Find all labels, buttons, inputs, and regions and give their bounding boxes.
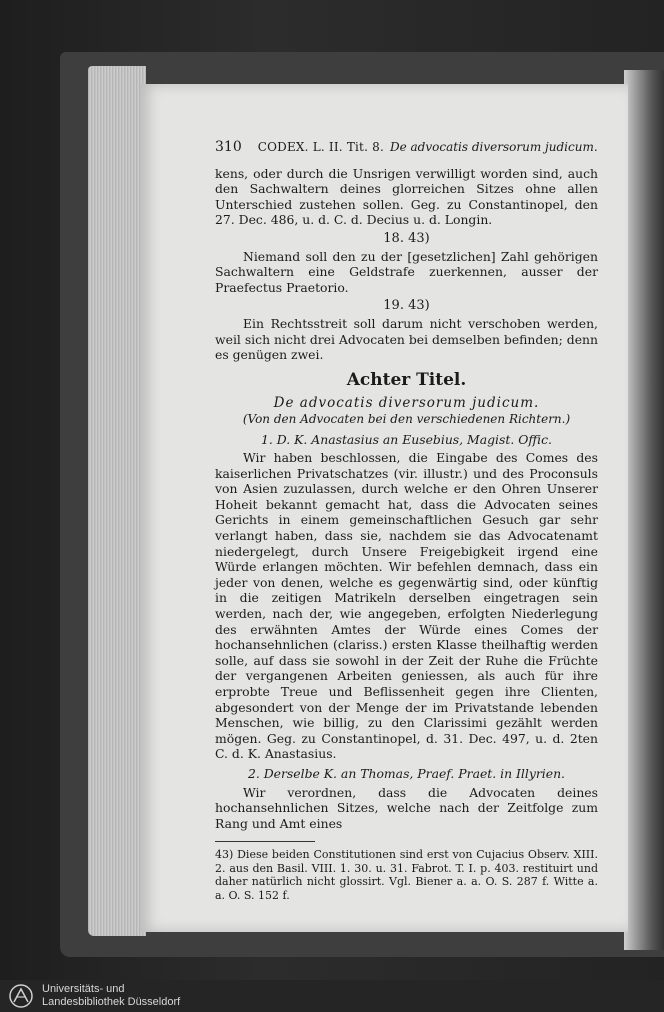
- footnote-43: 43) Diese beiden Constitutionen sind erst von Cujacius Observ. XIII. 2. aus den Basil. VIII. 1. 30. u. 31. Fabrot. T. I. p. 403. restituirt und daher natürlich nicht glossirt. Vgl. Biener a. a. O. S. 287 f. Witte a. a. O. S. 152 f.: [215, 848, 598, 902]
- section-2-heading: 2. Derselbe K. an Thomas, Praef. Praet. in Illyrien.: [247, 765, 565, 781]
- page-stack: [88, 66, 146, 936]
- book-right-edge: [624, 70, 664, 950]
- law-18-number: 18. 43): [383, 230, 430, 246]
- section-2-text: Wir verordnen, dass die Advocaten deines hochansehnlichen Sitzes, welche nach der Zeitfolge zum Rang und Amt eines: [215, 784, 598, 831]
- book-page: [140, 84, 628, 932]
- ulb-logo-icon: [6, 983, 36, 1009]
- law-19-text: Ein Rechtsstreit soll darum nicht verschoben werden, weil sich nicht drei Advocaten bei demselben befinden; denn es genügen zwei.: [215, 315, 598, 363]
- library-footer: [0, 980, 664, 1012]
- footnote-divider: [215, 841, 315, 842]
- continuation-paragraph: kens, oder durch die Unsrigen verwilligt worden sind, auch den Sachwaltern deines glorreichen Sitzes ohne allen Unterschied zustehen sollen. Geg. zu Constantinopel, den 27. Dec. 486, u. d. C. d. Decius u. d. Longin.: [215, 165, 598, 228]
- header-italic-title: De advocatis diversorum judicum.: [389, 140, 598, 154]
- running-header: [215, 140, 598, 156]
- footer-line-1: Universitäts- und: [42, 983, 125, 995]
- footer-text: [42, 983, 180, 1009]
- chapter-subtitle-german: (Von den Advocaten bei den verschiedenen Richtern.): [242, 411, 571, 426]
- chapter-subtitle-latin: De advocatis diversorum judicum.: [273, 395, 540, 412]
- law-18-text: Niemand soll den zu der [gesetzlichen] Zahl gehörigen Sachwaltern eine Geldstrafe zuerkennen, ausser der Praefectus Praetorio.: [215, 248, 598, 295]
- header-title: CODEX. L. II. Tit. 8.: [257, 140, 384, 154]
- section-1-heading: 1. D. K. Anastasius an Eusebius, Magist. Offic.: [261, 431, 552, 447]
- law-19-number: 19. 43): [383, 298, 430, 314]
- section-1-text: Wir haben beschlossen, die Eingabe des Comes des kaiserlichen Privatschatzes (vir. illustr.) und des Proconsuls von Asien zuzulassen, durch welche er den Ohren Unserer Hoheit bekannt gemacht hat, dass die Advocaten seines Gerichts in einem gemeinschaftlichen Gesuch gar sehr verlangt haben, dass sie, nachdem sie das Advocatenamt niedergelegt, durch Unsere Freigebigkeit irgend eine Würde erlangen möchten. Wir befehlen demnach, dass ein jeder von denen, welche es gegenwärtig sind, oder künftig in die zeitigen Matrikeln derselben eingetragen sein werden, nach der, wie angegeben, erfolgten Niederlegung des erwähnten Amtes der Würde eines Comes der hochansehnlichen (clariss.) ersten Klasse theilhaftig werden solle, auf dass sie sowohl in der Zeit der Ruhe die Früchte der vergangenen Arbeiten geniessen, als auch für ihre erprobte Treue und Beflissenheit gegen ihre Clienten, abgesondert von der Menge der im Privatstande lebenden Menschen, wie billig, zu den Clarissimi gezählt werden mögen. Geg. zu Constantinopel, d. 31. Dec. 497, u. d. 2ten C. d. K. Anastasius.: [215, 450, 598, 762]
- page-content: [215, 140, 598, 902]
- page-number: 310: [215, 139, 242, 155]
- chapter-title: Achter Titel.: [346, 369, 467, 390]
- footer-line-2: Landesbibliothek Düsseldorf: [42, 996, 181, 1008]
